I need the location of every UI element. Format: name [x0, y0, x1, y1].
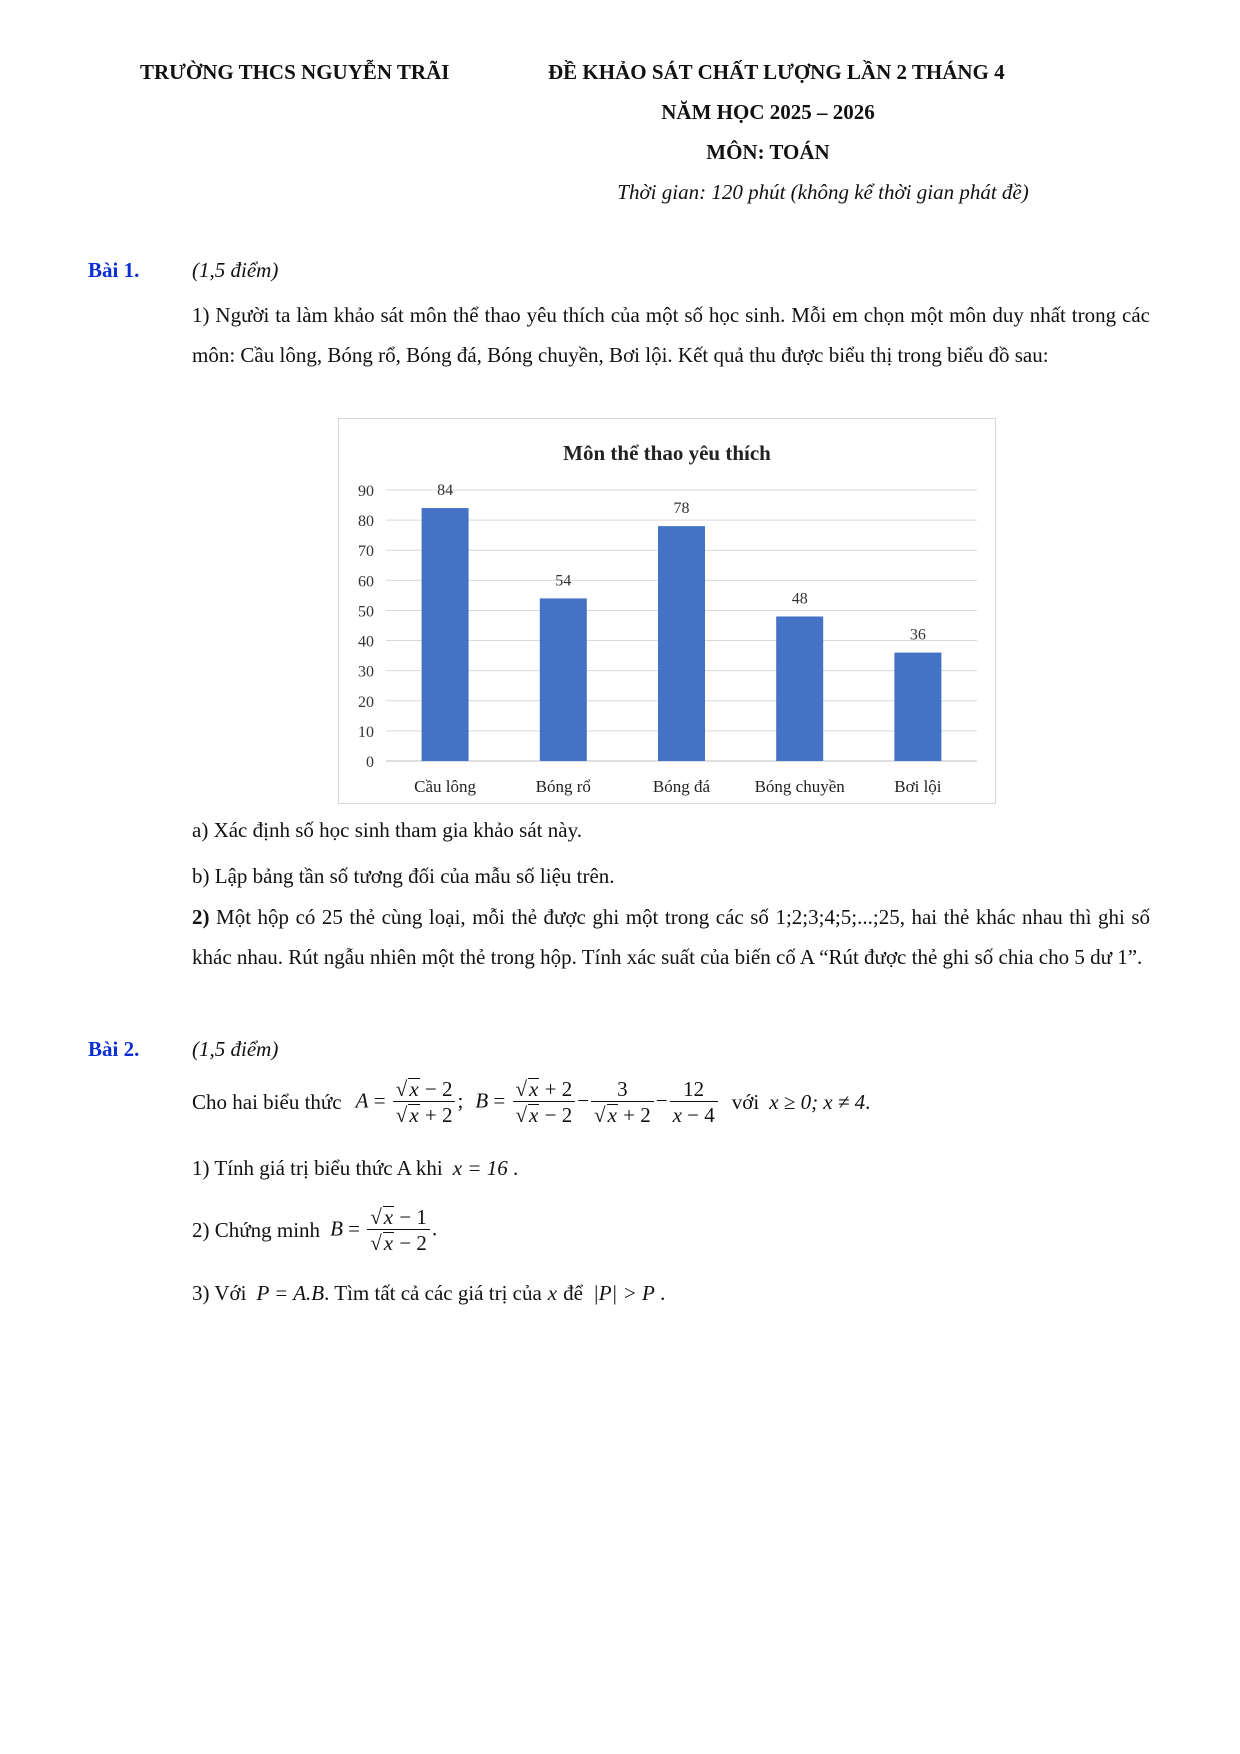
bai1-part2-text-a: Một hộp có 25 thẻ cùng loại, mỗi thẻ được ghi một trong các số	[216, 905, 769, 929]
bar-chart	[339, 419, 995, 803]
data-label: 78	[673, 500, 690, 518]
y-tick-label: 30	[358, 663, 374, 681]
bai1-part2-text-b: , hai thẻ khác nhau thì ghi số khác nhau. Rút ngẫu nhiên một thẻ trong hộp. Tính xác suất của biến cố A “Rút được thẻ ghi số chia cho 5 dư 1”.	[192, 905, 1151, 969]
exam-time: Thời gian: 120 phút (không kể thời gian phát đề)	[617, 180, 1029, 204]
q1-math: x = 16	[452, 1155, 508, 1180]
bai1-question-b: b) Lập bảng tần số tương đối của mẫu số liệu trên.	[192, 864, 615, 888]
category-label: Cầu lông	[414, 777, 477, 796]
bar	[540, 598, 587, 761]
bai2-question-2	[192, 1200, 437, 1260]
q3-math-a: P = A.B	[256, 1280, 325, 1305]
y-tick-label: 40	[358, 633, 374, 651]
data-label: 36	[909, 626, 926, 644]
y-tick-label: 0	[366, 754, 374, 771]
bai1-question-a: a) Xác định số học sinh tham gia khảo sát này.	[192, 818, 582, 842]
school-year: NĂM HỌC 2025 – 2026	[661, 100, 875, 124]
category-label: Bóng rổ	[535, 777, 591, 796]
bai1-part2	[192, 897, 1150, 977]
q2-formula: B = $\frac{√x - 1}{√x - 2}$ .	[330, 1204, 438, 1255]
school-name: TRƯỜNG THCS NGUYỄN TRÃI	[140, 60, 450, 84]
bai2-question-3: 3) Với P = A.B . Tìm tất cả các giá trị của x để |P| > P .	[192, 1280, 666, 1305]
number-sequence: 1;2;3;4;5;...;25	[775, 905, 900, 929]
expression-a: A = $\frac{√x - 2}{√x + 2}$ ;	[355, 1076, 464, 1127]
category-label: Bóng đá	[652, 777, 711, 796]
q3-text-b: . Tìm tất cả các giá trị của	[324, 1280, 542, 1305]
bar	[776, 616, 823, 761]
q3-text-c: để	[563, 1280, 583, 1305]
q1-text: 1) Tính giá trị biểu thức A khi	[192, 1155, 443, 1180]
expression-b: B = $\frac{√x + 2}{√x - 2}$ − $\frac{3}{√x + 2}$ − $\frac{12}{x - 4}$	[475, 1077, 719, 1128]
chart-frame	[338, 418, 996, 804]
bar	[422, 508, 469, 761]
q3-text-a: 3) Với	[192, 1280, 247, 1305]
category-label: Bơi lội	[894, 777, 942, 796]
data-label: 84	[437, 482, 454, 500]
bai2-label: Bài 2.	[88, 1037, 140, 1061]
y-tick-label: 20	[358, 693, 374, 711]
q3-math-b: |P| > P	[592, 1280, 655, 1305]
bai2-intro: Cho hai biểu thức	[192, 1089, 342, 1114]
q3-var: x	[547, 1280, 558, 1305]
data-label: 54	[555, 572, 572, 590]
bai2-points: (1,5 điểm)	[192, 1037, 279, 1061]
bai1-points: (1,5 điểm)	[192, 258, 279, 282]
category-label: Bóng chuyền	[754, 777, 845, 796]
exam-title: ĐỀ KHẢO SÁT CHẤT LƯỢNG LẦN 2 THÁNG 4	[548, 60, 1005, 84]
y-tick-label: 50	[358, 603, 374, 621]
y-tick-label: 80	[358, 513, 374, 531]
bai2-question-1: 1) Tính giá trị biểu thức A khi x = 16 .	[192, 1155, 519, 1180]
bai1-label: Bài 1.	[88, 258, 140, 282]
condition: x ≥ 0; x ≠ 4	[769, 1089, 866, 1114]
bai1-part2-number: 2)	[192, 905, 210, 929]
y-tick-label: 90	[358, 483, 374, 500]
condition-word: với	[731, 1089, 760, 1114]
bar	[658, 526, 705, 761]
subject: MÔN: TOÁN	[706, 140, 830, 164]
chart-title: Môn thể thao yêu thích	[563, 441, 771, 465]
q2-text: 2) Chứng minh	[192, 1217, 321, 1242]
bai2-expressions: Cho hai biểu thức A = $\frac{√x - 2}{√x + 2}$ ; B = $\frac{√x + 2}{√x - 2}$ − $\frac{3}{√x + 2}$ − $\frac{12}{x - 4}$ với x ≥ 0; x ≠ 4 .	[192, 1076, 871, 1127]
data-label: 48	[791, 590, 808, 608]
bai1-part1-text: 1) Người ta làm khảo sát môn thể thao yêu thích của một số học sinh. Mỗi em chọn một môn duy nhất trong các môn: Cầu lông, Bóng rổ, Bóng đá, Bóng chuyền, Bơi lội. Kết quả thu được biểu thị trong biểu đồ sau:	[192, 303, 1150, 367]
y-tick-label: 60	[358, 573, 374, 591]
y-tick-label: 70	[358, 543, 374, 561]
bar	[894, 653, 941, 761]
y-tick-label: 10	[358, 723, 374, 741]
